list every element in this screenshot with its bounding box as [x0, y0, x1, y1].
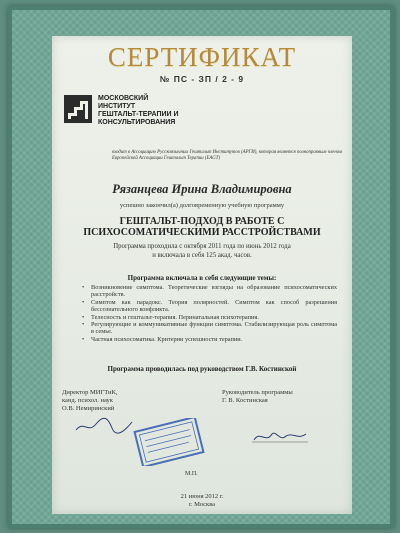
program-head-title: Руководитель программы [222, 389, 293, 396]
institute-logo-icon [64, 95, 92, 123]
certificate-number: № ПС - ЗП / 2 - 9 [159, 74, 245, 84]
list-item: • Телесность и гештальт-терапия. Перинатальная психотерапия. [82, 314, 337, 321]
institute-line: КОНСУЛЬТИРОВАНИЯ [98, 119, 176, 126]
certificate-paper [52, 36, 352, 514]
director-signature [74, 416, 134, 436]
association-note: входит в Ассоциацию Русскоязычных Гештальт Институтов (АРГИ), которая является полноправным членом Европейской Ассоциации Гештальт Терапии (EAGT) [112, 150, 342, 161]
director-degree: канд. психол. наук [62, 397, 113, 404]
certificate-title: СЕРТИФИКАТ [107, 42, 297, 72]
recipient-name: Рязанцева Ирина Владимировна [112, 182, 292, 196]
institute-stamp [130, 418, 208, 466]
director-name: О.В. Немиринский [62, 405, 115, 412]
institute-line: ГЕШТАЛЬТ-ТЕРАПИИ И [98, 111, 179, 118]
period-line: и включала в себя 125 акад. часов. [152, 252, 252, 259]
program-title [52, 216, 352, 238]
list-item: • Возникновение симптома. Теоретические взгляды на образование психосоматических расстройств. [82, 284, 337, 299]
date-text: 21 июня 2012 г. [180, 493, 224, 500]
program-title-line: ПСИХОСОМАТИЧЕСКИМИ РАССТРОЙСТВАМИ [83, 227, 321, 238]
program-head-signature [250, 428, 310, 446]
completion-text: успешно закончил(а) долговременную учебную программу [119, 202, 285, 209]
list-item: • Частная психосоматика. Критерии успешности терапии. [82, 336, 337, 343]
issue-date [52, 493, 352, 509]
program-head-name: Г. В. Костинская [222, 397, 268, 404]
program-head-block [222, 389, 342, 405]
period-line: Программа проходила с октября 2011 года по июнь 2012 года [113, 243, 291, 250]
program-period [72, 242, 332, 260]
city-text: г. Москва [188, 501, 216, 508]
institute-line: ИНСТИТУТ [98, 103, 136, 110]
institute-name [98, 95, 298, 127]
institute-line: МОСКОВСКИЙ [98, 95, 149, 102]
topics-heading: Программа включала в себя следующие темы: [127, 274, 277, 282]
supervision-note: Программа проводилась под руководством Г.В. Костинской [107, 365, 297, 373]
list-item: • Регулирующие и коммуникативные функции симптома. Стабилизирующая роль симптома в семье. [82, 321, 337, 336]
director-title: Директор МИГТиК, [62, 389, 118, 396]
list-item: • Симптом как парадокс. Теория полярностей. Симптом как способ разрешения бессознательного конфликта. [82, 299, 337, 314]
stamp-mark: М.П. [185, 471, 198, 477]
topics-list [82, 284, 337, 343]
director-block [62, 389, 192, 413]
program-title-line: ГЕШТАЛЬТ-ПОДХОД В РАБОТЕ С [119, 216, 285, 227]
